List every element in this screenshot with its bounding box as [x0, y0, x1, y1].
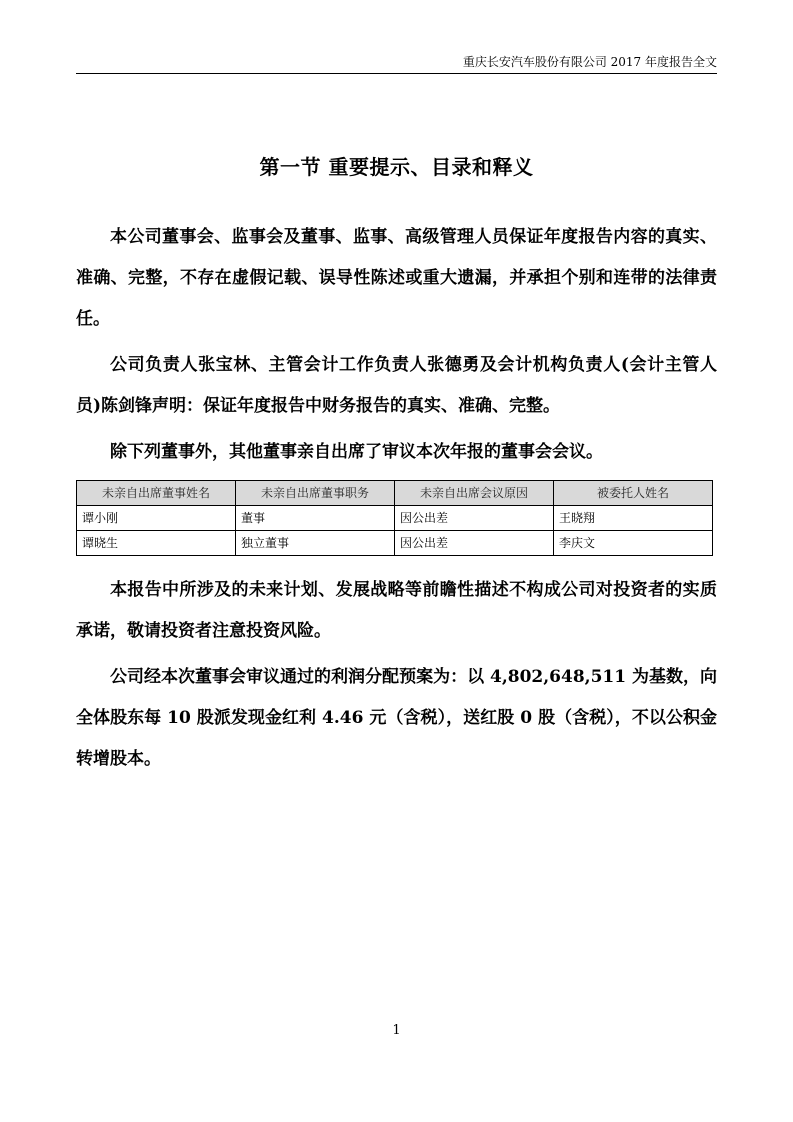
responsibility-statement: 本公司董事会、监事会及董事、监事、高级管理人员保证年度报告内容的真实、准确、完整，不存在虚假记载、误导性陈述或重大遗漏，并承担个别和连带的法律责任。 — [76, 227, 717, 329]
proxy-name-cell: 王晓翔 — [554, 506, 713, 531]
page-number: 1 — [392, 1023, 401, 1038]
table-header-row — [77, 481, 713, 506]
absent-directors-table — [76, 480, 713, 556]
absence-reason-cell: 因公出差 — [395, 506, 554, 531]
director-position-cell: 董事 — [236, 506, 395, 531]
proxy-name-cell: 李庆文 — [554, 531, 713, 556]
profit-distribution-plan: 公司经本次董事会审议通过的利润分配预案为：以 4,802,648,511 为基数，向全体股东每 10 股派发现金红利 4.46 元（含税），送红股 0 股（含税），不以公积金转增股本。 — [76, 667, 717, 769]
table-row — [77, 506, 713, 531]
officers-declaration: 公司负责人张宝林、主管会计工作负责人张德勇及会计机构负责人(会计主管人员)陈剑锋声明：保证年度报告中财务报告的真实、准确、完整。 — [76, 355, 717, 416]
header-proxy-name: 被委托人姓名 — [554, 481, 713, 506]
header-absence-reason: 未亲自出席会议原因 — [395, 481, 554, 506]
header-director-position: 未亲自出席董事职务 — [236, 481, 395, 506]
header-director-name: 未亲自出席董事姓名 — [77, 481, 236, 506]
absence-reason-cell: 因公出差 — [395, 531, 554, 556]
header-rule — [76, 73, 717, 74]
running-header: 重庆长安汽车股份有限公司 2017 年度报告全文 — [462, 55, 717, 69]
director-position-cell: 独立董事 — [236, 531, 395, 556]
attendance-statement: 除下列董事外，其他董事亲自出席了审议本次年报的董事会会议。 — [110, 442, 603, 462]
section-title: 第一节 重要提示、目录和释义 — [259, 155, 534, 179]
director-name-cell: 谭晓生 — [77, 531, 236, 556]
table-row — [77, 531, 713, 556]
director-name-cell: 谭小刚 — [77, 506, 236, 531]
forward-looking-disclaimer: 本报告中所涉及的未来计划、发展战略等前瞻性描述不构成公司对投资者的实质承诺，敬请投资者注意投资风险。 — [76, 580, 717, 641]
